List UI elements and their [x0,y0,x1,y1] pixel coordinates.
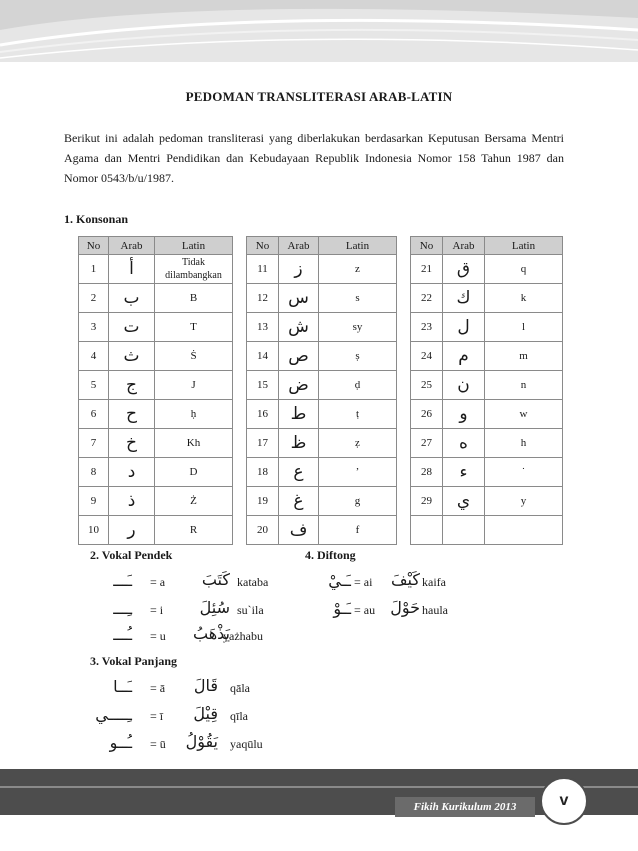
konsonan-row [79,458,563,487]
cell-arab: ش [279,313,319,342]
cell-latin: m [485,342,563,371]
cell-no: 27 [411,429,443,458]
cell-no: 3 [79,313,109,342]
konsonan-row [79,371,563,400]
cell-no: 4 [79,342,109,371]
vokal-panjang-heading: 3. Vokal Panjang [90,654,178,668]
header-no: No [411,237,443,255]
cell-latin: Ṡ [155,342,233,371]
column-gap [397,342,411,371]
example-transliteration: su`ila [237,603,264,617]
konsonan-row [79,516,563,545]
cell-no: 18 [247,458,279,487]
cell-latin: q [485,255,563,284]
cell-arab [443,516,485,545]
cell-arab: ظ [279,429,319,458]
vowel-equals: = ī [150,709,164,723]
cell-arab: ف [279,516,319,545]
cell-latin: sy [319,313,397,342]
vowel-mark: ـَـــ [113,571,132,590]
cell-latin: s [319,284,397,313]
cell-arab: أ [109,255,155,284]
cell-arab: م [443,342,485,371]
column-gap [397,255,411,284]
header-arab: Arab [279,237,319,255]
column-gap [233,342,247,371]
header-swoosh-graphic [0,0,638,62]
cell-latin: ḥ [155,400,233,429]
cell-arab: ي [443,487,485,516]
arabic-example: قَالَ [193,676,218,695]
cell-no: 20 [247,516,279,545]
cell-arab: خ [109,429,155,458]
cell-no: 14 [247,342,279,371]
vowel-equals: = ā [150,681,166,695]
page-title: PEDOMAN TRANSLITERASI ARAB-LATIN [185,89,453,104]
header-arab: Arab [443,237,485,255]
column-gap [233,429,247,458]
column-gap [397,400,411,429]
cell-arab: ج [109,371,155,400]
cell-arab: ص [279,342,319,371]
cell-latin: l [485,313,563,342]
column-gap [233,487,247,516]
column-gap [397,371,411,400]
cell-no: 17 [247,429,279,458]
cell-arab: س [279,284,319,313]
cell-latin [485,516,563,545]
cell-arab: ذ [109,487,155,516]
intro-paragraph: Berikut ini adalah pedoman transliterasi yang diberlakukan berdasarkan Keputusan Bersama Mentri Agama dan Mentri Pendidikan dan Kebudayaan Republik Indonesia Nomor 158 Tahun 1987 dan Nomor 0543/b/u/1987. [64,131,564,185]
column-gap [233,458,247,487]
cell-arab: ز [279,255,319,284]
header-no: No [79,237,109,255]
column-gap [233,400,247,429]
arabic-example: يَقُوْلُ [185,732,218,751]
vowel-equals: = u [150,629,166,643]
example-transliteration: kataba [237,575,269,589]
diphthong-equals: = ai [354,575,373,589]
cell-no: 21 [411,255,443,284]
cell-no: 8 [79,458,109,487]
header-latin: Latin [155,237,233,255]
page-number: v [540,777,588,825]
cell-no: 2 [79,284,109,313]
cell-latin: ṣ [319,342,397,371]
arabic-example: قِيْلَ [193,704,218,723]
konsonan-row [79,429,563,458]
diphthong-mark: ـَـيْ [328,571,351,590]
vowel-mark: ـِــــي [95,705,132,724]
cell-arab: ق [443,255,485,284]
cell-no: 22 [411,284,443,313]
cell-no: 9 [79,487,109,516]
cell-arab: ض [279,371,319,400]
konsonan-row [79,255,563,284]
diphthong-equals: = au [354,603,376,617]
column-gap [397,237,411,255]
diftong-heading: 4. Diftong [305,548,356,562]
cell-no: 19 [247,487,279,516]
column-gap [233,516,247,545]
column-gap [397,516,411,545]
cell-arab: ب [109,284,155,313]
cell-arab: ح [109,400,155,429]
header-latin: Latin [319,237,397,255]
arabic-example: سُئِلَ [199,598,230,617]
arabic-example: كَتَبَ [201,570,230,589]
cell-no: 10 [79,516,109,545]
cell-no: 11 [247,255,279,284]
konsonan-table [78,236,563,545]
cell-no: 13 [247,313,279,342]
cell-no: 23 [411,313,443,342]
cell-latin: R [155,516,233,545]
column-gap [233,237,247,255]
vowel-equals: = i [150,603,164,617]
header-latin: Latin [485,237,563,255]
cell-arab: ث [109,342,155,371]
cell-latin: B [155,284,233,313]
vowel-mark: ـَــا [113,677,132,696]
cell-latin: y [485,487,563,516]
cell-no: 7 [79,429,109,458]
footer-book-title: Fikih Kurikulum 2013 [395,797,535,817]
konsonan-row [79,284,563,313]
konsonan-row [79,400,563,429]
column-gap [397,313,411,342]
konsonan-row [79,313,563,342]
vowel-equals: = a [150,575,166,589]
column-gap [397,487,411,516]
column-gap [397,284,411,313]
cell-latin: f [319,516,397,545]
cell-arab: غ [279,487,319,516]
example-transliteration: haula [422,603,448,617]
cell-no [411,516,443,545]
cell-arab: ط [279,400,319,429]
column-gap [233,371,247,400]
konsonan-row [79,342,563,371]
example-transliteration: yaqūlu [230,737,263,751]
vowel-mark: ـِـــ [113,599,132,618]
vokal-pendek-heading: 2. Vokal Pendek [90,548,173,562]
cell-arab: ت [109,313,155,342]
cell-arab: ه [443,429,485,458]
example-transliteration: qāla [230,681,250,695]
cell-arab: ر [109,516,155,545]
header-decoration [0,0,638,62]
cell-latin: n [485,371,563,400]
konsonan-row [79,487,563,516]
cell-latin: ṭ [319,400,397,429]
example-transliteration: kaifa [422,575,446,589]
cell-latin: g [319,487,397,516]
cell-no: 26 [411,400,443,429]
cell-no: 25 [411,371,443,400]
cell-latin: w [485,400,563,429]
diphthong-mark: ـَـوْ [333,599,351,618]
column-gap [397,458,411,487]
cell-arab: ن [443,371,485,400]
header-no: No [247,237,279,255]
cell-no: 15 [247,371,279,400]
cell-latin: h [485,429,563,458]
cell-no: 12 [247,284,279,313]
cell-arab: ع [279,458,319,487]
footer-stripe [0,786,638,788]
cell-arab: ل [443,313,485,342]
arabic-example: حَوْلَ [390,598,420,617]
vowel-mark: ـُــو [109,733,132,752]
vowel-equals: = ū [150,737,166,751]
cell-latin: Kh [155,429,233,458]
cell-no: 29 [411,487,443,516]
cell-latin: Ż [155,487,233,516]
cell-arab: ك [443,284,485,313]
column-gap [233,284,247,313]
column-gap [397,429,411,458]
cell-latin: ˙ [485,458,563,487]
konsonan-heading: 1. Konsonan [64,212,129,226]
cell-no: 1 [79,255,109,284]
example-transliteration: qīla [230,709,248,723]
cell-latin: k [485,284,563,313]
header-arab: Arab [109,237,155,255]
cell-latin: z [319,255,397,284]
cell-arab: ء [443,458,485,487]
cell-latin: ẓ [319,429,397,458]
example-transliteration: yażhabu [223,629,263,643]
column-gap [233,255,247,284]
cell-latin: Tidak dilambangkan [155,255,233,284]
arabic-example: كَيْفَ [390,570,420,589]
vowel-mark: ـُـــ [113,625,132,644]
cell-arab: و [443,400,485,429]
cell-no: 16 [247,400,279,429]
cell-latin: T [155,313,233,342]
cell-latin: ḍ [319,371,397,400]
cell-arab: د [109,458,155,487]
cell-no: 6 [79,400,109,429]
konsonan-header-row [79,237,563,255]
cell-no: 5 [79,371,109,400]
cell-latin: D [155,458,233,487]
cell-no: 24 [411,342,443,371]
cell-latin: ’ [319,458,397,487]
cell-latin: J [155,371,233,400]
arabic-example: يَذْهَبُ [193,624,230,643]
column-gap [233,313,247,342]
cell-no: 28 [411,458,443,487]
